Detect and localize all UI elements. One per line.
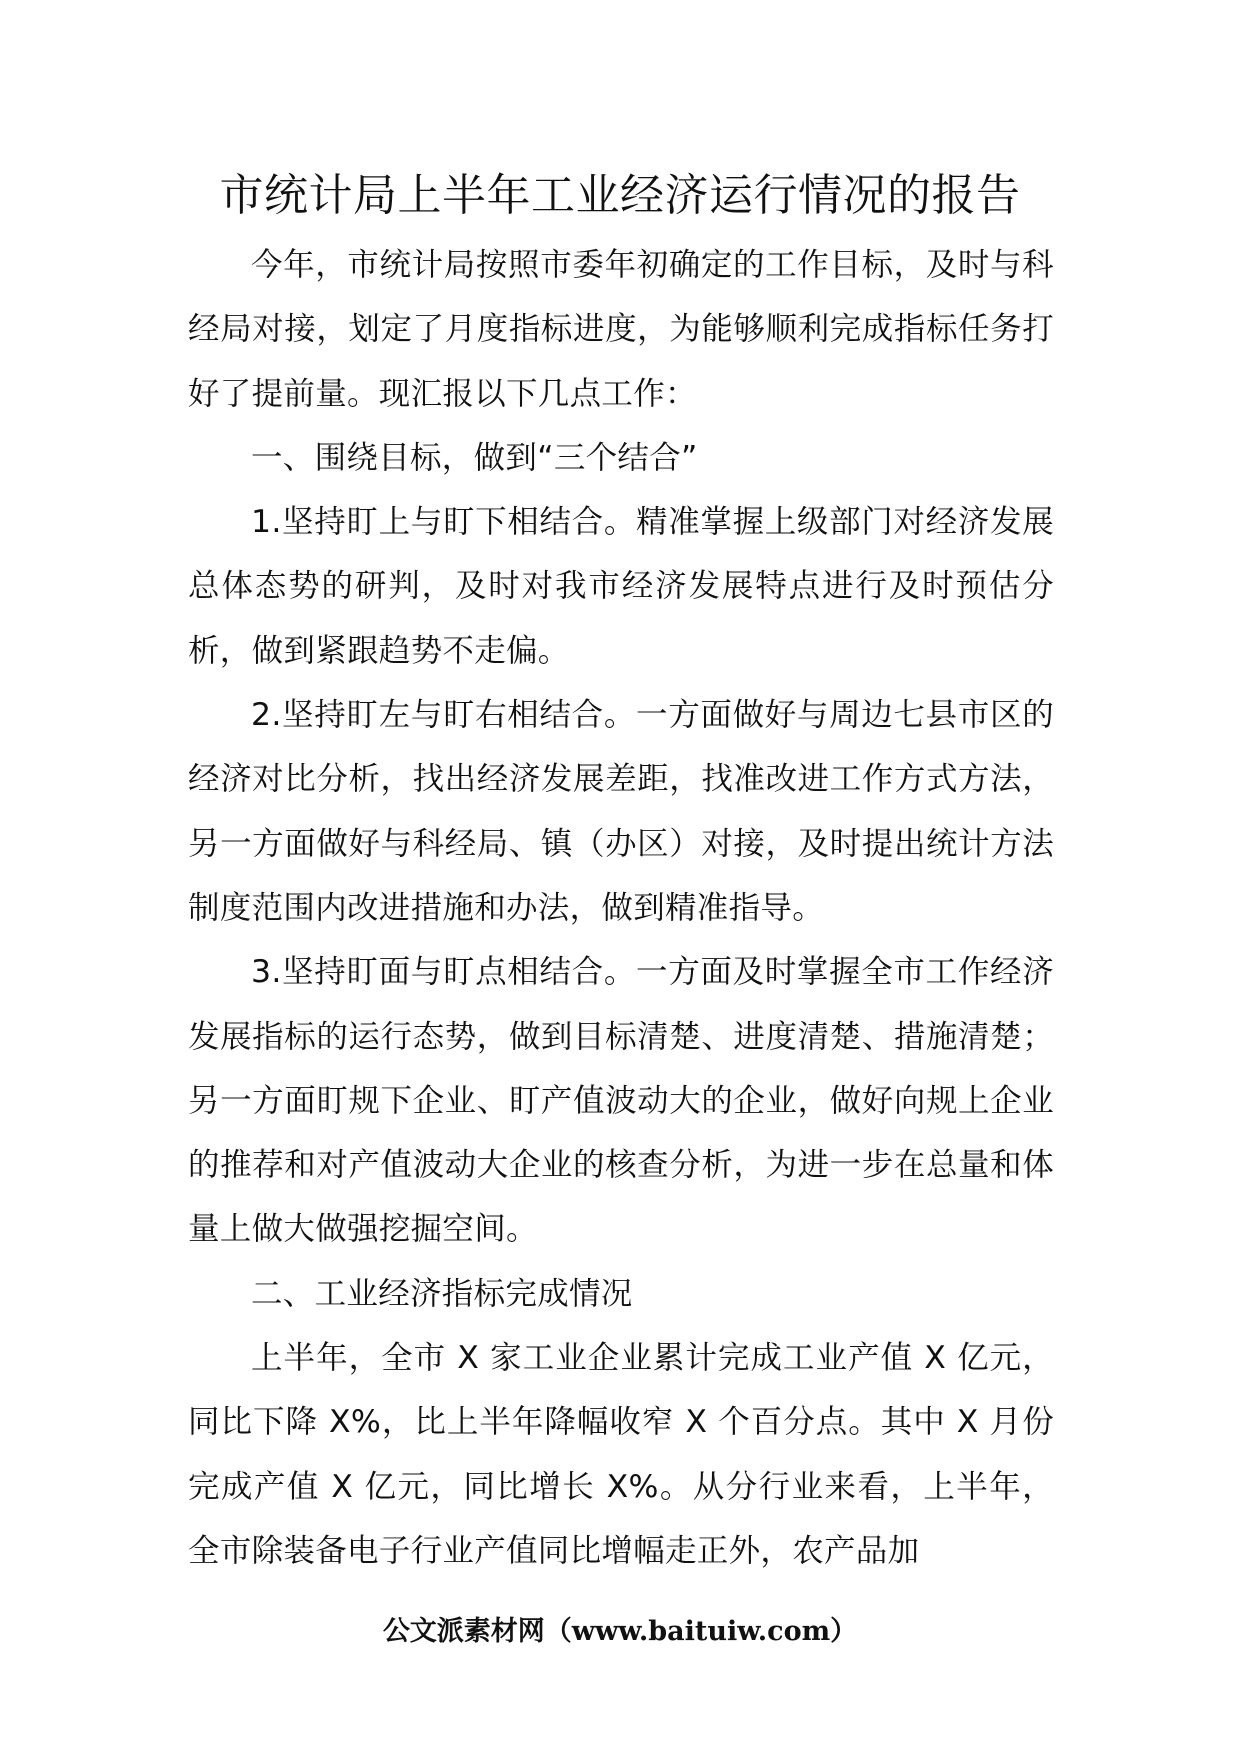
section2-paragraph: 上半年，全市 X 家工业企业累计完成工业产值 X 亿元，同比下降 X%，比上半年降幅收窄 X 个百分点。其中 X 月份完成产值 X 亿元，同比增长 X%。从分行业来看，上半年，全市除装备电子行业产值同比增幅走正外，农产品加 <box>188 1340 1054 1569</box>
footer-watermark: 公文派素材网（www.baituiw.com） <box>382 1616 858 1647</box>
intro-paragraph: 今年，市统计局按照市委年初确定的工作目标，及时与科经局对接，划定了月度指标进度，为能够顺利完成指标任务打好了提前量。现汇报以下几点工作： <box>188 247 1054 412</box>
document-title: 市统计局上半年工业经济运行情况的报告 <box>219 170 1021 221</box>
section-heading-2: 二、工业经济指标完成情况 <box>251 1275 633 1312</box>
section1-item-1: 1.坚持盯上与盯下相结合。精准掌握上级部门对经济发展总体态势的研判，及时对我市经济发展特点进行及时预估分析，做到紧跟趋势不走偏。 <box>188 504 1054 669</box>
section1-item-2: 2.坚持盯左与盯右相结合。一方面做好与周边七县市区的经济对比分析，找出经济发展差距，找准改进工作方式方法，另一方面做好与科经局、镇（办区）对接，及时提出统计方法制度范围内改进措施和办法，做到精准指导。 <box>188 697 1054 926</box>
document-body <box>188 233 1054 1583</box>
section-heading-1: 一、围绕目标，做到“三个结合” <box>251 439 698 476</box>
section1-item-3: 3.坚持盯面与盯点相结合。一方面及时掌握全市工作经济发展指标的运行态势，做到目标清楚、进度清楚、措施清楚；另一方面盯规下企业、盯产值波动大的企业，做好向规上企业的推荐和对产值波动大企业的核查分析，为进一步在总量和体量上做大做强挖掘空间。 <box>188 954 1054 1248</box>
